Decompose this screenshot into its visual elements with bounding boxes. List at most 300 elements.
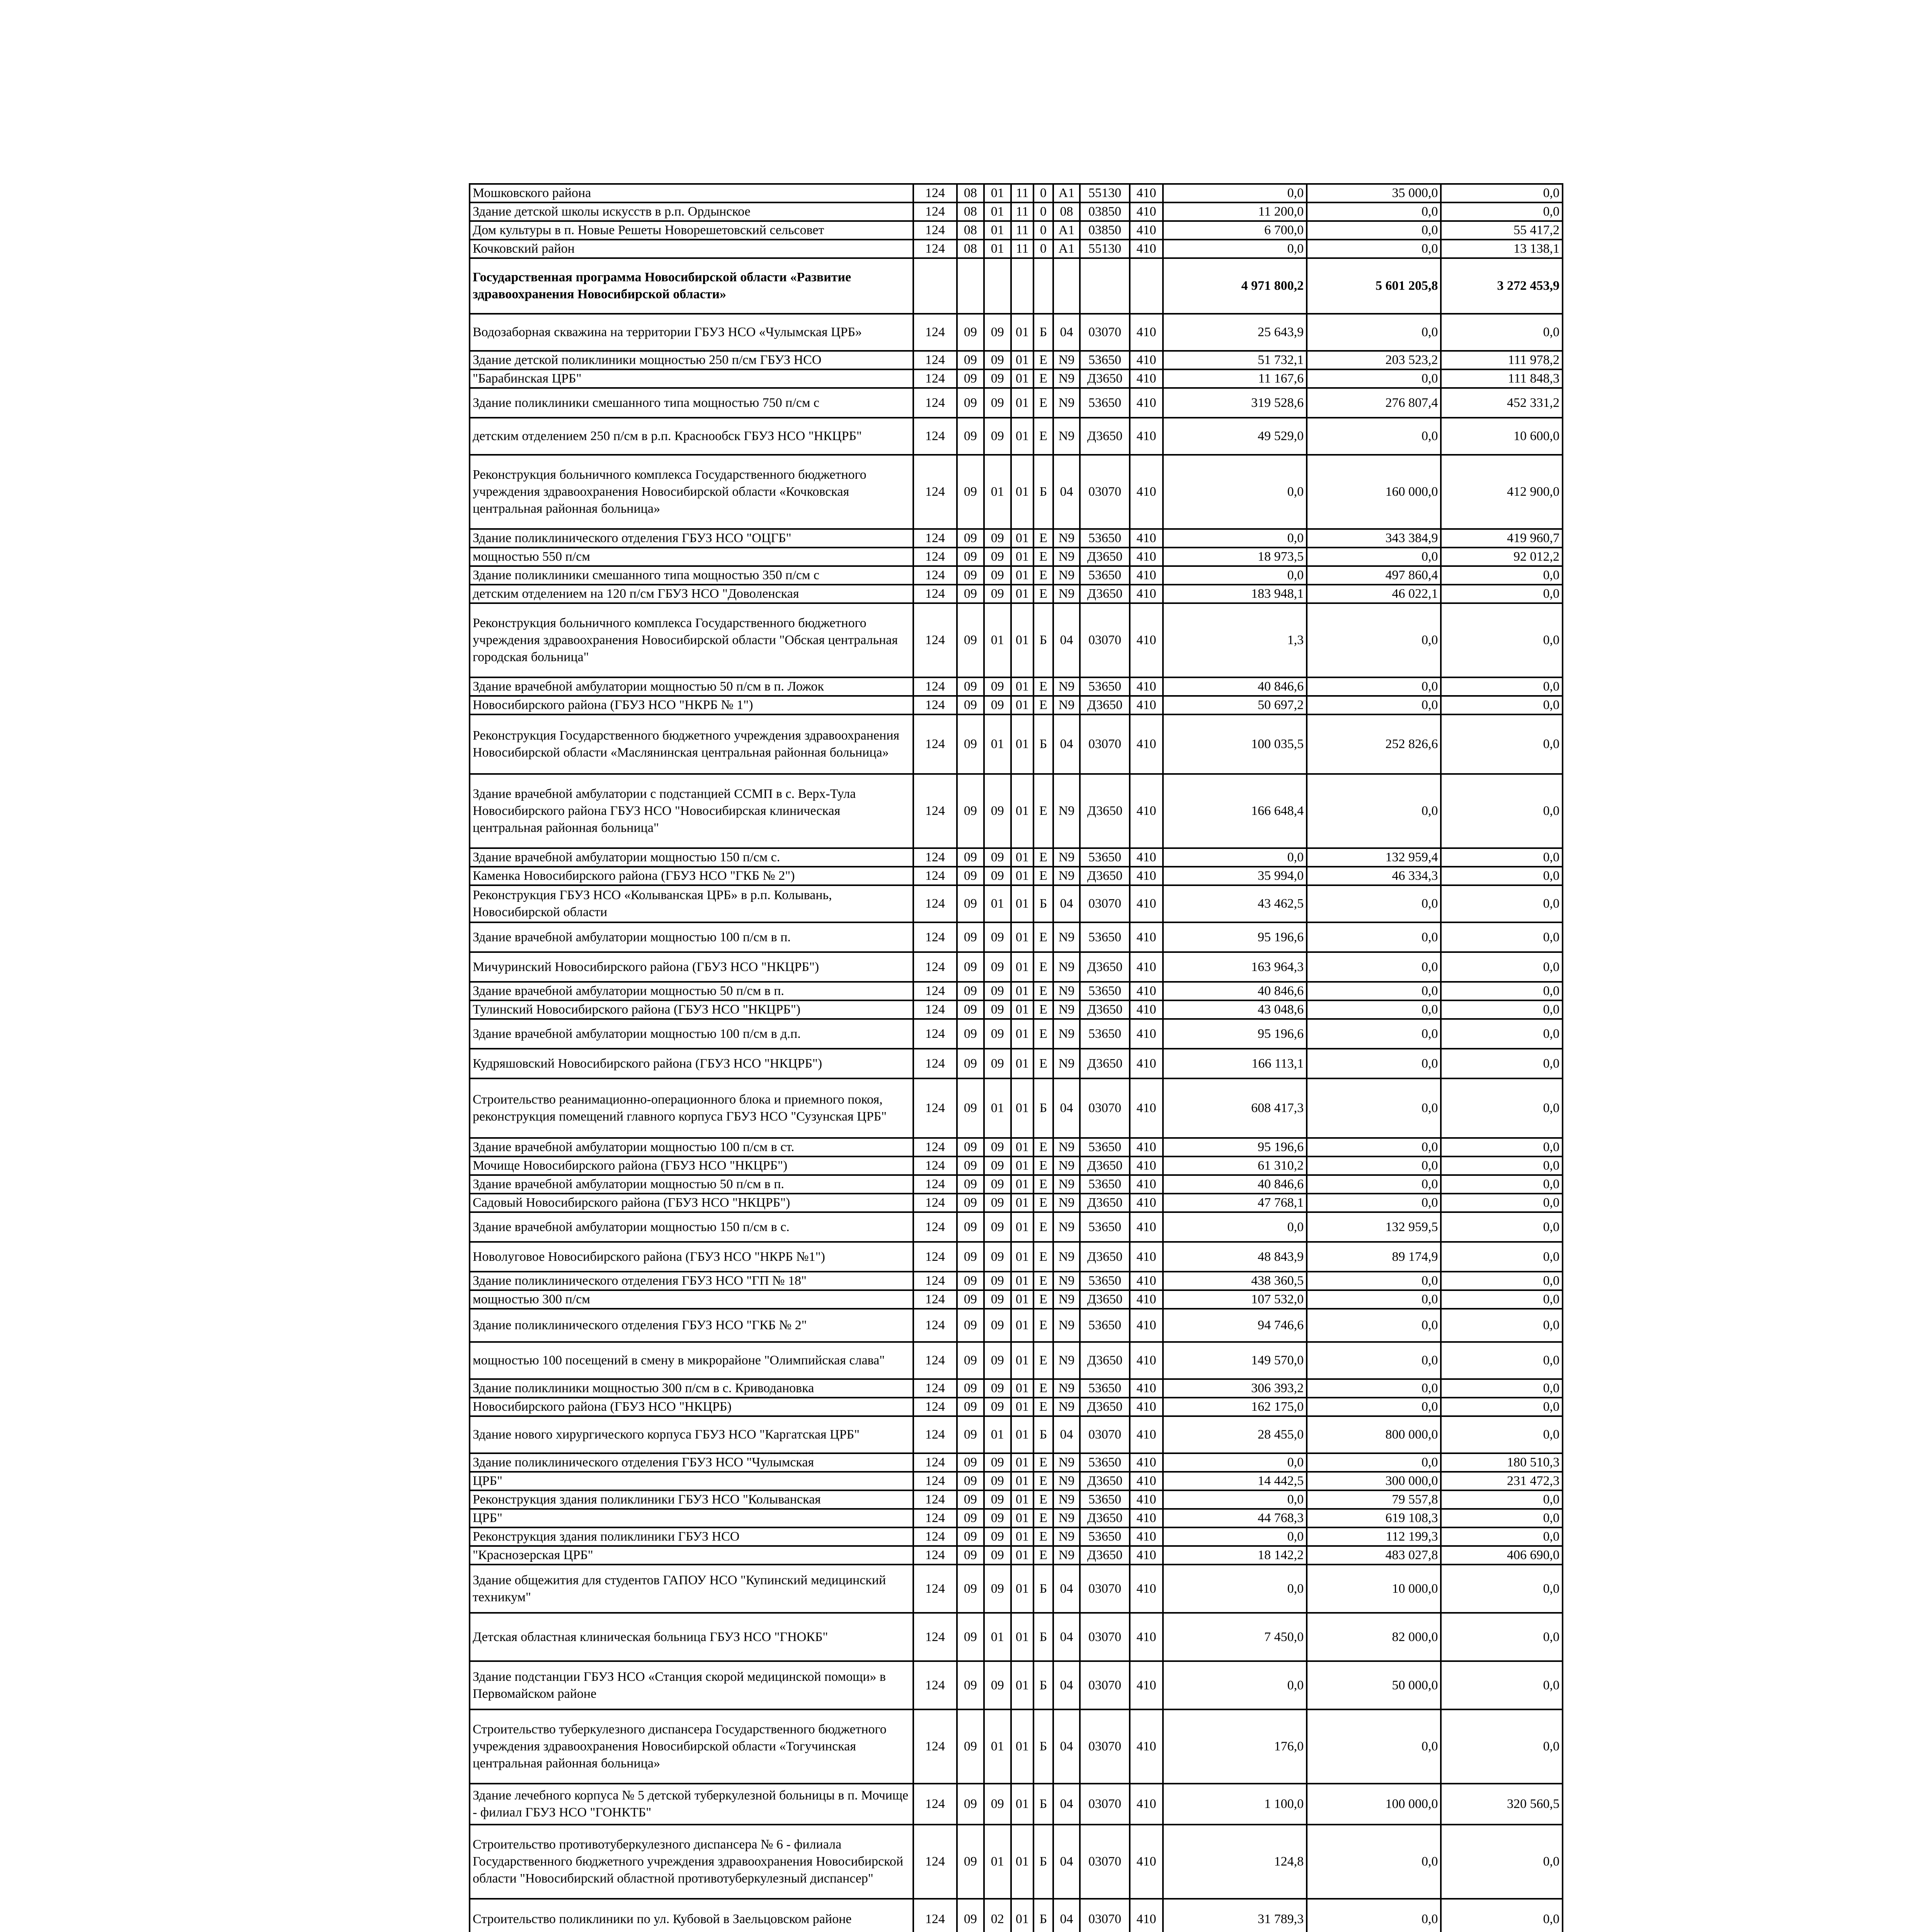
amount-year-2-cell: 160 000,0 bbox=[1307, 455, 1441, 529]
amount-year-1-cell: 0,0 bbox=[1163, 1527, 1307, 1546]
project-code-cell: N9 bbox=[1053, 952, 1080, 982]
grbs-code-cell: 124 bbox=[913, 455, 957, 529]
amount-year-3-cell: 111 848,3 bbox=[1441, 369, 1563, 388]
amount-year-2-cell: 5 601 205,8 bbox=[1307, 258, 1441, 314]
amount-year-1-cell: 166 113,1 bbox=[1163, 1049, 1307, 1078]
direction-code-cell: 03070 bbox=[1080, 455, 1129, 529]
project-code-cell: N9 bbox=[1053, 1272, 1080, 1290]
direction-code-cell: 53650 bbox=[1080, 1490, 1129, 1509]
section-code-cell: 09 bbox=[957, 369, 984, 388]
expense-type-cell: 410 bbox=[1130, 1156, 1163, 1175]
table-row bbox=[470, 529, 1563, 548]
amount-year-2-cell: 0,0 bbox=[1307, 314, 1441, 351]
object-name-cell: Здание детской поликлиники мощностью 250 п/см ГБУЗ НСО bbox=[470, 351, 913, 369]
object-name-cell: "Краснозерская ЦРБ" bbox=[470, 1546, 913, 1565]
direction-code-cell: 03070 bbox=[1080, 1899, 1129, 1932]
expense-type-cell: 410 bbox=[1130, 1527, 1163, 1546]
subprogram-code-cell: Е bbox=[1033, 696, 1053, 714]
program-code-cell: 01 bbox=[1011, 529, 1034, 548]
subsection-code-cell: 09 bbox=[984, 1194, 1011, 1212]
amount-year-1-cell: 4 971 800,2 bbox=[1163, 258, 1307, 314]
program-code-cell: 01 bbox=[1011, 867, 1034, 885]
subsection-code-cell: 09 bbox=[984, 867, 1011, 885]
expense-type-cell: 410 bbox=[1130, 1661, 1163, 1709]
section-code-cell: 09 bbox=[957, 1000, 984, 1019]
object-name-cell: Здание лечебного корпуса № 5 детской туберкулезной больницы в п. Мочище - филиал ГБУЗ НСО "ГОНКТБ" bbox=[470, 1784, 913, 1825]
amount-year-3-cell: 452 331,2 bbox=[1441, 388, 1563, 418]
object-name-cell: Здание поликлинического отделения ГБУЗ НСО "ГКБ № 2" bbox=[470, 1309, 913, 1342]
amount-year-1-cell: 95 196,6 bbox=[1163, 922, 1307, 952]
subsection-code-cell: 09 bbox=[984, 1019, 1011, 1049]
amount-year-3-cell: 0,0 bbox=[1441, 867, 1563, 885]
direction-code-cell: 53650 bbox=[1080, 1527, 1129, 1546]
amount-year-2-cell: 0,0 bbox=[1307, 1825, 1441, 1899]
subsection-code-cell: 09 bbox=[984, 1379, 1011, 1398]
amount-year-1-cell: 7 450,0 bbox=[1163, 1613, 1307, 1661]
subprogram-code-cell: 0 bbox=[1033, 202, 1053, 221]
amount-year-3-cell: 0,0 bbox=[1441, 1416, 1563, 1453]
subprogram-code-cell: Е bbox=[1033, 1509, 1053, 1527]
amount-year-3-cell: 3 272 453,9 bbox=[1441, 258, 1563, 314]
subsection-code-cell: 09 bbox=[984, 1453, 1011, 1472]
amount-year-2-cell: 0,0 bbox=[1307, 1398, 1441, 1416]
program-code-cell: 01 bbox=[1011, 314, 1034, 351]
program-code-cell: 01 bbox=[1011, 1453, 1034, 1472]
amount-year-3-cell: 0,0 bbox=[1441, 1709, 1563, 1784]
amount-year-1-cell: 0,0 bbox=[1163, 1490, 1307, 1509]
expense-type-cell: 410 bbox=[1130, 1398, 1163, 1416]
object-name-cell: Строительство реанимационно-операционного блока и приемного покоя, реконструкция помещений главного корпуса ГБУЗ НСО "Сузунская ЦРБ" bbox=[470, 1078, 913, 1138]
amount-year-3-cell: 0,0 bbox=[1441, 1899, 1563, 1932]
program-code-cell: 01 bbox=[1011, 1379, 1034, 1398]
direction-code-cell: 03850 bbox=[1080, 202, 1129, 221]
project-code-cell: N9 bbox=[1053, 922, 1080, 952]
amount-year-3-cell: 0,0 bbox=[1441, 714, 1563, 774]
project-code-cell: N9 bbox=[1053, 1472, 1080, 1490]
amount-year-3-cell: 0,0 bbox=[1441, 1613, 1563, 1661]
amount-year-1-cell: 49 529,0 bbox=[1163, 418, 1307, 455]
amount-year-2-cell: 0,0 bbox=[1307, 221, 1441, 240]
grbs-code-cell: 124 bbox=[913, 1379, 957, 1398]
section-code-cell: 09 bbox=[957, 1899, 984, 1932]
amount-year-3-cell: 0,0 bbox=[1441, 1490, 1563, 1509]
program-code-cell: 01 bbox=[1011, 1049, 1034, 1078]
object-name-cell: Здание врачебной амбулатории с подстанцией ССМП в с. Верх-Тула Новосибирского района ГБУЗ НСО "Новосибирская клиническая центральная районная больница" bbox=[470, 774, 913, 848]
subsection-code-cell: 09 bbox=[984, 1784, 1011, 1825]
subprogram-code-cell: Е bbox=[1033, 351, 1053, 369]
object-name-cell: детским отделением 250 п/см в р.п. Краснообск ГБУЗ НСО "НКЦРБ" bbox=[470, 418, 913, 455]
direction-code-cell: Д3650 bbox=[1080, 1242, 1129, 1272]
subsection-code-cell: 01 bbox=[984, 1078, 1011, 1138]
program-code-cell: 01 bbox=[1011, 1000, 1034, 1019]
program-code-cell: 01 bbox=[1011, 603, 1034, 677]
amount-year-3-cell: 0,0 bbox=[1441, 1156, 1563, 1175]
subsection-code-cell: 01 bbox=[984, 714, 1011, 774]
expense-type-cell: 410 bbox=[1130, 867, 1163, 885]
section-code-cell: 09 bbox=[957, 566, 984, 585]
subprogram-code-cell: Е bbox=[1033, 1272, 1053, 1290]
grbs-code-cell: 124 bbox=[913, 314, 957, 351]
grbs-code-cell: 124 bbox=[913, 529, 957, 548]
program-code-cell: 01 bbox=[1011, 1156, 1034, 1175]
amount-year-2-cell: 0,0 bbox=[1307, 885, 1441, 922]
section-code-cell: 09 bbox=[957, 982, 984, 1000]
program-code-cell: 01 bbox=[1011, 1019, 1034, 1049]
direction-code-cell: 53650 bbox=[1080, 388, 1129, 418]
object-name-cell: Здание поликлинического отделения ГБУЗ НСО "Чулымская bbox=[470, 1453, 913, 1472]
amount-year-1-cell: 166 648,4 bbox=[1163, 774, 1307, 848]
section-code-cell: 09 bbox=[957, 1379, 984, 1398]
section-code-cell: 09 bbox=[957, 1825, 984, 1899]
project-code-cell: 04 bbox=[1053, 455, 1080, 529]
object-name-cell: Реконструкция Государственного бюджетного учреждения здравоохранения Новосибирской области «Маслянинская центральная районная больница» bbox=[470, 714, 913, 774]
project-code-cell: 04 bbox=[1053, 314, 1080, 351]
amount-year-1-cell: 124,8 bbox=[1163, 1825, 1307, 1899]
object-name-cell: Здание поликлиники смешанного типа мощностью 750 п/см с bbox=[470, 388, 913, 418]
object-name-cell: Кудряшовский Новосибирского района (ГБУЗ НСО "НКЦРБ") bbox=[470, 1049, 913, 1078]
project-code-cell: N9 bbox=[1053, 566, 1080, 585]
subsection-code-cell: 09 bbox=[984, 585, 1011, 603]
direction-code-cell: 03070 bbox=[1080, 1613, 1129, 1661]
program-code-cell: 01 bbox=[1011, 455, 1034, 529]
subprogram-code-cell: Е bbox=[1033, 548, 1053, 566]
amount-year-2-cell: 0,0 bbox=[1307, 548, 1441, 566]
table-row bbox=[470, 603, 1563, 677]
subprogram-code-cell: Б bbox=[1033, 1899, 1053, 1932]
subsection-code-cell: 09 bbox=[984, 1472, 1011, 1490]
amount-year-2-cell: 0,0 bbox=[1307, 982, 1441, 1000]
table-row bbox=[470, 1565, 1563, 1613]
object-name-cell: Здание врачебной амбулатории мощностью 50 п/см в п. bbox=[470, 982, 913, 1000]
project-code-cell: N9 bbox=[1053, 1342, 1080, 1379]
object-name-cell: Реконструкция больничного комплекса Государственного бюджетного учреждения здравоохранения Новосибирской области "Обская центральная городская больница" bbox=[470, 603, 913, 677]
grbs-code-cell: 124 bbox=[913, 696, 957, 714]
direction-code-cell: 53650 bbox=[1080, 1309, 1129, 1342]
subprogram-code-cell: Е bbox=[1033, 1194, 1053, 1212]
section-code-cell: 08 bbox=[957, 221, 984, 240]
expense-type-cell bbox=[1130, 258, 1163, 314]
amount-year-3-cell: 0,0 bbox=[1441, 1272, 1563, 1290]
subprogram-code-cell bbox=[1033, 258, 1053, 314]
object-name-cell: Реконструкция больничного комплекса Государственного бюджетного учреждения здравоохранения Новосибирской области «Кочковская центральная районная больница» bbox=[470, 455, 913, 529]
project-code-cell: N9 bbox=[1053, 1212, 1080, 1242]
section-code-cell: 09 bbox=[957, 1290, 984, 1309]
amount-year-3-cell: 111 978,2 bbox=[1441, 351, 1563, 369]
direction-code-cell: Д3650 bbox=[1080, 1509, 1129, 1527]
amount-year-1-cell: 43 462,5 bbox=[1163, 885, 1307, 922]
grbs-code-cell: 124 bbox=[913, 1784, 957, 1825]
program-code-cell: 01 bbox=[1011, 1242, 1034, 1272]
amount-year-2-cell: 50 000,0 bbox=[1307, 1661, 1441, 1709]
subsection-code-cell: 09 bbox=[984, 696, 1011, 714]
grbs-code-cell: 124 bbox=[913, 202, 957, 221]
amount-year-3-cell: 0,0 bbox=[1441, 1212, 1563, 1242]
amount-year-2-cell: 0,0 bbox=[1307, 1899, 1441, 1932]
amount-year-3-cell: 0,0 bbox=[1441, 1309, 1563, 1342]
amount-year-1-cell: 40 846,6 bbox=[1163, 677, 1307, 696]
table-row bbox=[470, 1212, 1563, 1242]
amount-year-2-cell: 0,0 bbox=[1307, 1379, 1441, 1398]
amount-year-3-cell: 0,0 bbox=[1441, 1242, 1563, 1272]
object-name-cell: Тулинский Новосибирского района (ГБУЗ НСО "НКЦРБ") bbox=[470, 1000, 913, 1019]
section-code-cell: 09 bbox=[957, 922, 984, 952]
subprogram-code-cell: Е bbox=[1033, 1309, 1053, 1342]
amount-year-3-cell: 0,0 bbox=[1441, 1379, 1563, 1398]
object-name-cell: Здание поликлинического отделения ГБУЗ НСО "ГП № 18" bbox=[470, 1272, 913, 1290]
object-name-cell: Здание врачебной амбулатории мощностью 100 п/см в п. bbox=[470, 922, 913, 952]
subprogram-code-cell: Е bbox=[1033, 952, 1053, 982]
program-code-cell: 01 bbox=[1011, 696, 1034, 714]
subsection-code-cell: 09 bbox=[984, 1398, 1011, 1416]
subprogram-code-cell: Е bbox=[1033, 1156, 1053, 1175]
table-row bbox=[470, 1078, 1563, 1138]
table-row bbox=[470, 1709, 1563, 1784]
amount-year-2-cell: 0,0 bbox=[1307, 1138, 1441, 1156]
subsection-code-cell: 09 bbox=[984, 1212, 1011, 1242]
subprogram-code-cell: Е bbox=[1033, 1019, 1053, 1049]
table-row bbox=[470, 1049, 1563, 1078]
grbs-code-cell: 124 bbox=[913, 1309, 957, 1342]
amount-year-3-cell: 231 472,3 bbox=[1441, 1472, 1563, 1490]
object-name-cell: Строительство противотуберкулезного диспансера № 6 - филиала Государственного бюджетного учреждения здравоохранения Новосибирской области "Новосибирский областной противотуберкулезный диспансер" bbox=[470, 1825, 913, 1899]
project-code-cell: 04 bbox=[1053, 1661, 1080, 1709]
amount-year-2-cell: 0,0 bbox=[1307, 774, 1441, 848]
grbs-code-cell: 124 bbox=[913, 714, 957, 774]
amount-year-2-cell: 0,0 bbox=[1307, 1453, 1441, 1472]
object-name-cell: Новосибирского района (ГБУЗ НСО "НКЦРБ) bbox=[470, 1398, 913, 1416]
program-code-cell: 01 bbox=[1011, 1565, 1034, 1613]
amount-year-2-cell: 0,0 bbox=[1307, 1290, 1441, 1309]
direction-code-cell: 53650 bbox=[1080, 1379, 1129, 1398]
object-name-cell: Здание врачебной амбулатории мощностью 100 п/см в д.п. bbox=[470, 1019, 913, 1049]
subsection-code-cell: 09 bbox=[984, 314, 1011, 351]
amount-year-1-cell: 51 732,1 bbox=[1163, 351, 1307, 369]
amount-year-3-cell: 0,0 bbox=[1441, 1342, 1563, 1379]
direction-code-cell: Д3650 bbox=[1080, 1049, 1129, 1078]
amount-year-1-cell: 0,0 bbox=[1163, 184, 1307, 202]
project-code-cell: N9 bbox=[1053, 1398, 1080, 1416]
subsection-code-cell: 09 bbox=[984, 369, 1011, 388]
expense-type-cell: 410 bbox=[1130, 585, 1163, 603]
subsection-code-cell: 09 bbox=[984, 1565, 1011, 1613]
table-row bbox=[470, 867, 1563, 885]
expense-type-cell: 410 bbox=[1130, 240, 1163, 258]
amount-year-2-cell: 0,0 bbox=[1307, 1194, 1441, 1212]
amount-year-2-cell: 0,0 bbox=[1307, 677, 1441, 696]
subprogram-code-cell: Б bbox=[1033, 1661, 1053, 1709]
amount-year-3-cell: 0,0 bbox=[1441, 1509, 1563, 1527]
subprogram-code-cell: Б bbox=[1033, 1416, 1053, 1453]
object-name-cell: Здание врачебной амбулатории мощностью 50 п/см в п. bbox=[470, 1175, 913, 1194]
object-name-cell: Реконструкция здания поликлиники ГБУЗ НСО "Колыванская bbox=[470, 1490, 913, 1509]
direction-code-cell: 53650 bbox=[1080, 1272, 1129, 1290]
amount-year-1-cell: 0,0 bbox=[1163, 529, 1307, 548]
subsection-code-cell: 09 bbox=[984, 922, 1011, 952]
program-code-cell: 01 bbox=[1011, 1272, 1034, 1290]
table-row bbox=[470, 1379, 1563, 1398]
subprogram-code-cell: Е bbox=[1033, 1138, 1053, 1156]
program-code-cell: 01 bbox=[1011, 1212, 1034, 1242]
expense-type-cell: 410 bbox=[1130, 1049, 1163, 1078]
amount-year-2-cell: 46 334,3 bbox=[1307, 867, 1441, 885]
section-code-cell: 09 bbox=[957, 1416, 984, 1453]
amount-year-1-cell: 162 175,0 bbox=[1163, 1398, 1307, 1416]
section-code-cell: 09 bbox=[957, 1194, 984, 1212]
section-code-cell: 09 bbox=[957, 1309, 984, 1342]
subprogram-code-cell: Е bbox=[1033, 1242, 1053, 1272]
expense-type-cell: 410 bbox=[1130, 922, 1163, 952]
subprogram-code-cell: Е bbox=[1033, 1000, 1053, 1019]
expense-type-cell: 410 bbox=[1130, 603, 1163, 677]
project-code-cell: N9 bbox=[1053, 1309, 1080, 1342]
table-row bbox=[470, 922, 1563, 952]
amount-year-3-cell: 10 600,0 bbox=[1441, 418, 1563, 455]
object-name-cell: Строительство поликлиники по ул. Кубовой в Заельцовском районе bbox=[470, 1899, 913, 1932]
table-row bbox=[470, 1398, 1563, 1416]
project-code-cell: N9 bbox=[1053, 1453, 1080, 1472]
section-code-cell: 09 bbox=[957, 1078, 984, 1138]
expense-type-cell: 410 bbox=[1130, 696, 1163, 714]
grbs-code-cell: 124 bbox=[913, 1212, 957, 1242]
subprogram-code-cell: Б bbox=[1033, 1784, 1053, 1825]
grbs-code-cell: 124 bbox=[913, 1078, 957, 1138]
object-name-cell: Здание врачебной амбулатории мощностью 150 п/см с. bbox=[470, 848, 913, 867]
program-code-cell: 01 bbox=[1011, 1416, 1034, 1453]
subsection-code-cell: 09 bbox=[984, 1242, 1011, 1272]
amount-year-2-cell: 343 384,9 bbox=[1307, 529, 1441, 548]
subsection-code-cell: 09 bbox=[984, 1049, 1011, 1078]
amount-year-2-cell: 0,0 bbox=[1307, 418, 1441, 455]
grbs-code-cell: 124 bbox=[913, 774, 957, 848]
expense-type-cell: 410 bbox=[1130, 548, 1163, 566]
subsection-code-cell: 01 bbox=[984, 1613, 1011, 1661]
subsection-code-cell: 01 bbox=[984, 1825, 1011, 1899]
grbs-code-cell: 124 bbox=[913, 848, 957, 867]
direction-code-cell: Д3650 bbox=[1080, 1290, 1129, 1309]
grbs-code-cell: 124 bbox=[913, 1565, 957, 1613]
amount-year-3-cell: 0,0 bbox=[1441, 585, 1563, 603]
expense-type-cell: 410 bbox=[1130, 566, 1163, 585]
subsection-code-cell: 01 bbox=[984, 184, 1011, 202]
project-code-cell: А1 bbox=[1053, 221, 1080, 240]
amount-year-1-cell: 48 843,9 bbox=[1163, 1242, 1307, 1272]
project-code-cell: N9 bbox=[1053, 585, 1080, 603]
grbs-code-cell: 124 bbox=[913, 867, 957, 885]
amount-year-2-cell: 112 199,3 bbox=[1307, 1527, 1441, 1546]
program-code-cell: 01 bbox=[1011, 1661, 1034, 1709]
expense-type-cell: 410 bbox=[1130, 1899, 1163, 1932]
expense-type-cell: 410 bbox=[1130, 1242, 1163, 1272]
amount-year-1-cell: 319 528,6 bbox=[1163, 388, 1307, 418]
subprogram-code-cell: 0 bbox=[1033, 184, 1053, 202]
subprogram-code-cell: Е bbox=[1033, 585, 1053, 603]
subprogram-code-cell: Е bbox=[1033, 1049, 1053, 1078]
project-code-cell: N9 bbox=[1053, 1509, 1080, 1527]
expense-type-cell: 410 bbox=[1130, 982, 1163, 1000]
subprogram-code-cell: Б bbox=[1033, 714, 1053, 774]
subprogram-code-cell: Е bbox=[1033, 1342, 1053, 1379]
direction-code-cell: Д3650 bbox=[1080, 418, 1129, 455]
grbs-code-cell: 124 bbox=[913, 1546, 957, 1565]
amount-year-2-cell: 0,0 bbox=[1307, 1000, 1441, 1019]
expense-type-cell: 410 bbox=[1130, 1175, 1163, 1194]
grbs-code-cell: 124 bbox=[913, 221, 957, 240]
section-code-cell: 09 bbox=[957, 848, 984, 867]
amount-year-2-cell: 0,0 bbox=[1307, 1019, 1441, 1049]
project-code-cell bbox=[1053, 258, 1080, 314]
subprogram-code-cell: Е bbox=[1033, 677, 1053, 696]
amount-year-2-cell: 0,0 bbox=[1307, 1175, 1441, 1194]
amount-year-3-cell: 92 012,2 bbox=[1441, 548, 1563, 566]
program-code-cell: 01 bbox=[1011, 982, 1034, 1000]
amount-year-2-cell: 0,0 bbox=[1307, 1156, 1441, 1175]
amount-year-1-cell: 1 100,0 bbox=[1163, 1784, 1307, 1825]
amount-year-1-cell: 44 768,3 bbox=[1163, 1509, 1307, 1527]
program-code-cell: 01 bbox=[1011, 1078, 1034, 1138]
amount-year-3-cell: 0,0 bbox=[1441, 1290, 1563, 1309]
amount-year-1-cell: 35 994,0 bbox=[1163, 867, 1307, 885]
amount-year-3-cell: 406 690,0 bbox=[1441, 1546, 1563, 1565]
program-code-cell: 01 bbox=[1011, 1472, 1034, 1490]
direction-code-cell: 53650 bbox=[1080, 566, 1129, 585]
subprogram-code-cell: Б bbox=[1033, 314, 1053, 351]
amount-year-1-cell: 0,0 bbox=[1163, 1212, 1307, 1242]
section-code-cell: 09 bbox=[957, 585, 984, 603]
section-code-cell: 09 bbox=[957, 1661, 984, 1709]
expense-type-cell: 410 bbox=[1130, 351, 1163, 369]
amount-year-3-cell: 0,0 bbox=[1441, 1138, 1563, 1156]
section-code-cell: 09 bbox=[957, 603, 984, 677]
expense-type-cell: 410 bbox=[1130, 529, 1163, 548]
table-row bbox=[470, 221, 1563, 240]
program-code-cell: 01 bbox=[1011, 714, 1034, 774]
table-row bbox=[470, 1509, 1563, 1527]
program-code-cell: 01 bbox=[1011, 351, 1034, 369]
subsection-code-cell: 01 bbox=[984, 221, 1011, 240]
program-code-cell: 01 bbox=[1011, 1613, 1034, 1661]
project-code-cell: 04 bbox=[1053, 885, 1080, 922]
amount-year-1-cell: 438 360,5 bbox=[1163, 1272, 1307, 1290]
table-row bbox=[470, 1546, 1563, 1565]
table-row bbox=[470, 1290, 1563, 1309]
object-name-cell: мощностью 550 п/см bbox=[470, 548, 913, 566]
program-code-cell: 01 bbox=[1011, 1175, 1034, 1194]
amount-year-3-cell: 0,0 bbox=[1441, 202, 1563, 221]
section-code-cell: 09 bbox=[957, 952, 984, 982]
expense-type-cell: 410 bbox=[1130, 1546, 1163, 1565]
project-code-cell: N9 bbox=[1053, 1175, 1080, 1194]
amount-year-2-cell: 0,0 bbox=[1307, 1309, 1441, 1342]
table-row bbox=[470, 566, 1563, 585]
amount-year-3-cell: 0,0 bbox=[1441, 677, 1563, 696]
subprogram-code-cell: Е bbox=[1033, 388, 1053, 418]
section-code-cell: 09 bbox=[957, 1784, 984, 1825]
amount-year-2-cell: 800 000,0 bbox=[1307, 1416, 1441, 1453]
subsection-code-cell: 09 bbox=[984, 1546, 1011, 1565]
section-code-cell: 09 bbox=[957, 1175, 984, 1194]
expense-type-cell: 410 bbox=[1130, 1709, 1163, 1784]
amount-year-3-cell: 0,0 bbox=[1441, 1078, 1563, 1138]
expense-type-cell: 410 bbox=[1130, 221, 1163, 240]
subsection-code-cell: 01 bbox=[984, 1416, 1011, 1453]
expense-type-cell: 410 bbox=[1130, 1309, 1163, 1342]
project-code-cell: N9 bbox=[1053, 774, 1080, 848]
direction-code-cell: Д3650 bbox=[1080, 867, 1129, 885]
amount-year-1-cell: 176,0 bbox=[1163, 1709, 1307, 1784]
project-code-cell: 04 bbox=[1053, 1784, 1080, 1825]
table-row bbox=[470, 418, 1563, 455]
subsection-code-cell: 09 bbox=[984, 982, 1011, 1000]
